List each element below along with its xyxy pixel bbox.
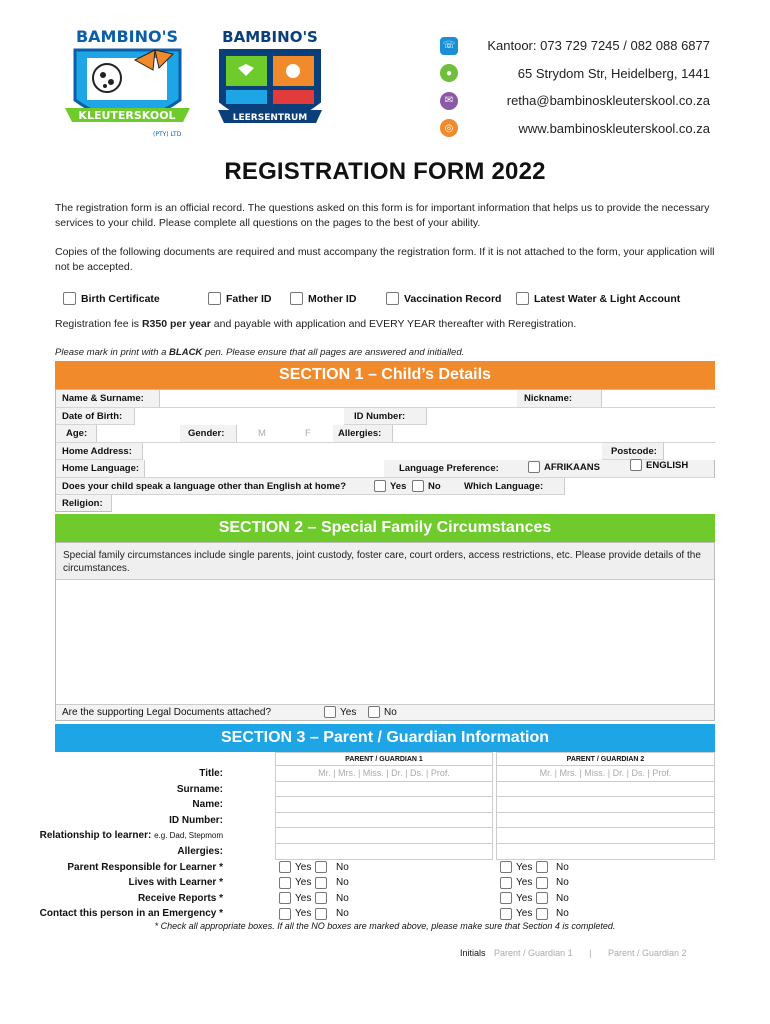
row-address bbox=[56, 443, 714, 461]
checkbox[interactable] bbox=[279, 877, 291, 889]
section2-header: SECTION 2 – Special Family Circumstances bbox=[55, 514, 715, 542]
page-title: REGISTRATION FORM 2022 bbox=[224, 158, 546, 185]
p1-title-field[interactable]: Mr. | Mrs. | Miss. | Dr. | Ds. | Prof. bbox=[275, 766, 493, 782]
initials-line bbox=[460, 948, 687, 958]
p2-responsible-no[interactable]: No bbox=[556, 861, 569, 873]
label-religion: Religion: bbox=[62, 498, 103, 509]
checkbox[interactable] bbox=[516, 292, 529, 305]
label-id-number: ID Number: bbox=[169, 814, 223, 826]
section2-box bbox=[55, 542, 715, 721]
label-dob: Date of Birth: bbox=[62, 410, 123, 422]
label-reports: Receive Reports * bbox=[137, 892, 223, 904]
p1-responsible-no[interactable]: No bbox=[336, 861, 349, 873]
row-emergency bbox=[39, 906, 715, 922]
contact-block bbox=[380, 32, 710, 142]
globe-icon: ◎ bbox=[440, 119, 458, 137]
intro-paragraph: The registration form is an official record. The questions asked on this form is for important information that helps us to provide the necessary services to your child. Please complete all questions on the pages to the best of your ability. bbox=[55, 202, 710, 229]
phone-icon: ☏ bbox=[440, 37, 458, 55]
checkbox[interactable] bbox=[500, 908, 512, 920]
row-religion bbox=[56, 495, 714, 513]
row-age bbox=[56, 425, 714, 443]
doc-birth-certificate[interactable]: Birth Certificate bbox=[63, 292, 160, 305]
contact-phone: Kantoor: 073 729 7245 / 082 088 6877 bbox=[487, 38, 710, 54]
religion-field[interactable] bbox=[111, 495, 715, 512]
checkbox[interactable] bbox=[500, 861, 512, 873]
col-parent-1: PARENT / GUARDIAN 1 bbox=[275, 752, 493, 766]
checkbox[interactable] bbox=[528, 461, 540, 473]
label-surname: Surname: bbox=[176, 783, 223, 795]
section1-header: SECTION 1 – Child’s Details bbox=[55, 361, 715, 389]
contact-web-row bbox=[380, 115, 710, 143]
checkbox[interactable] bbox=[208, 292, 221, 305]
logo1-sub: KLEUTERSKOOL bbox=[78, 109, 176, 122]
which-language-field[interactable] bbox=[564, 478, 715, 495]
p2-responsible-yes[interactable]: Yes bbox=[500, 860, 548, 875]
p2-reports-no[interactable]: No bbox=[556, 892, 569, 904]
row-relationship bbox=[39, 828, 715, 844]
logo2-sub: LEERSENTRUM bbox=[232, 113, 308, 123]
checkbox[interactable] bbox=[536, 861, 548, 873]
contact-address-row bbox=[380, 60, 710, 88]
gender-m[interactable]: M bbox=[258, 428, 266, 439]
id-field[interactable] bbox=[426, 408, 715, 425]
label-postcode: Postcode: bbox=[611, 445, 657, 457]
bambinos-kleuterskool-logo bbox=[55, 20, 200, 145]
contact-email[interactable]: retha@bambinoskleuterskool.co.za bbox=[506, 93, 710, 109]
allergies-field[interactable] bbox=[392, 425, 715, 442]
row-name bbox=[56, 390, 714, 408]
contact-phone-row bbox=[380, 32, 710, 60]
p1-relationship-field[interactable] bbox=[275, 828, 493, 844]
p2-reports-yes[interactable]: Yes bbox=[500, 891, 548, 906]
p1-lives-yes[interactable]: Yes bbox=[279, 875, 327, 890]
row-reports bbox=[55, 891, 715, 907]
logo2-title: BAMBINO'S bbox=[222, 28, 318, 46]
legal-docs-label: Are the supporting Legal Documents attached? bbox=[62, 707, 272, 718]
p1-lives-no[interactable]: No bbox=[336, 877, 349, 889]
initials-label: Initials bbox=[460, 948, 486, 958]
label-responsible: Parent Responsible for Learner * bbox=[67, 861, 223, 873]
doc-water-light[interactable]: Latest Water & Light Account bbox=[516, 292, 680, 305]
legal-docs-question bbox=[56, 704, 714, 720]
checkbox[interactable] bbox=[315, 861, 327, 873]
row-surname bbox=[55, 782, 715, 798]
section3-header: SECTION 3 – Parent / Guardian Information bbox=[55, 724, 715, 752]
p1-responsible-yes[interactable]: Yes bbox=[279, 860, 327, 875]
p1-reports-no[interactable]: No bbox=[336, 892, 349, 904]
legal-docs-no[interactable]: No bbox=[362, 705, 397, 722]
checkbox[interactable] bbox=[63, 292, 76, 305]
checkbox[interactable] bbox=[368, 706, 380, 718]
p1-surname-field[interactable] bbox=[275, 782, 493, 798]
checkbox[interactable] bbox=[536, 908, 548, 920]
section3-footnote: * Check all appropriate boxes. If all the NO boxes are marked above, please make sure that Section 4 is completed. bbox=[154, 921, 616, 931]
required-documents bbox=[63, 292, 723, 308]
label-name: Name: bbox=[192, 799, 223, 811]
p1-emergency-yes[interactable]: Yes bbox=[279, 906, 327, 921]
pref-english[interactable]: ENGLISH bbox=[624, 457, 688, 474]
checkbox[interactable] bbox=[315, 908, 327, 920]
home-language-field[interactable] bbox=[144, 460, 384, 477]
parent-table bbox=[39, 752, 715, 922]
initials-parent-2[interactable]: Parent / Guardian 2 bbox=[607, 948, 687, 958]
label-allergies: Allergies: bbox=[338, 428, 382, 439]
label-relationship: Relationship to learner: e.g. Dad, Stepmom bbox=[39, 830, 223, 842]
p2-relationship-field[interactable] bbox=[496, 828, 715, 844]
circumstances-textarea[interactable] bbox=[56, 579, 714, 704]
checkbox[interactable] bbox=[279, 908, 291, 920]
label-title: Title: bbox=[199, 768, 223, 779]
other-language-yes[interactable]: Yes bbox=[368, 478, 406, 495]
label-which-language: Which Language: bbox=[464, 480, 544, 492]
section2-description: Special family circumstances include single parents, joint custody, foster care, court orders, access restrictions, etc. Please provide details of the circumstances. bbox=[56, 543, 714, 579]
p2-lives-yes[interactable]: Yes bbox=[500, 875, 548, 890]
p1-name-field[interactable] bbox=[275, 797, 493, 813]
p2-allergies-field[interactable] bbox=[496, 844, 715, 860]
row-name bbox=[55, 797, 715, 813]
name-field[interactable] bbox=[159, 390, 517, 407]
row-lives bbox=[55, 875, 715, 891]
p2-surname-field[interactable] bbox=[496, 782, 715, 798]
p1-reports-yes[interactable]: Yes bbox=[279, 891, 327, 906]
p2-emergency-no[interactable]: No bbox=[556, 908, 569, 920]
address-field[interactable] bbox=[142, 443, 602, 460]
checkbox[interactable] bbox=[324, 706, 336, 718]
row-responsible bbox=[55, 860, 715, 876]
legal-docs-yes[interactable]: Yes bbox=[318, 705, 356, 722]
fee-paragraph: Registration fee is R350 per year and payable with application and EVERY YEAR thereafter with Reregistration. bbox=[55, 318, 577, 330]
label-other-language: Does your child speak a language other than English at home? bbox=[62, 480, 346, 492]
section1-form bbox=[55, 389, 715, 512]
location-pin-icon: ● bbox=[440, 64, 458, 82]
checkbox[interactable] bbox=[412, 480, 424, 492]
gender-f[interactable]: F bbox=[305, 428, 311, 439]
label-gender: Gender: bbox=[188, 428, 225, 439]
p2-emergency-yes[interactable]: Yes bbox=[500, 906, 548, 921]
label-nickname: Nickname: bbox=[524, 393, 573, 404]
row-allergies bbox=[55, 844, 715, 860]
p2-name-field[interactable] bbox=[496, 797, 715, 813]
p2-title-field[interactable]: Mr. | Mrs. | Miss. | Dr. | Ds. | Prof. bbox=[496, 766, 715, 782]
row-id bbox=[55, 813, 715, 829]
dob-field[interactable] bbox=[134, 408, 344, 425]
checkbox[interactable] bbox=[374, 480, 386, 492]
doc-mother-id[interactable]: Mother ID bbox=[290, 292, 356, 305]
gender-field[interactable] bbox=[236, 425, 333, 442]
label-address: Home Address: bbox=[62, 445, 132, 457]
row-dob bbox=[56, 408, 714, 426]
instruction-line: Please mark in print with a BLACK pen. Please ensure that all pages are answered and initialled. bbox=[55, 347, 465, 358]
label-home-language: Home Language: bbox=[62, 463, 140, 474]
label-id: ID Number: bbox=[354, 410, 406, 422]
doc-father-id[interactable]: Father ID bbox=[208, 292, 272, 305]
checkbox[interactable] bbox=[315, 892, 327, 904]
checkbox[interactable] bbox=[630, 459, 642, 471]
row-title bbox=[55, 766, 715, 782]
checkbox[interactable] bbox=[279, 892, 291, 904]
label-language-preference: Language Preference: bbox=[399, 463, 499, 474]
contact-address: 65 Strydom Str, Heidelberg, 1441 bbox=[517, 65, 710, 81]
label-lives: Lives with Learner * bbox=[128, 877, 223, 889]
p1-id-field[interactable] bbox=[275, 813, 493, 829]
label-age: Age: bbox=[66, 428, 88, 439]
age-field[interactable] bbox=[96, 425, 180, 442]
p2-id-field[interactable] bbox=[496, 813, 715, 829]
checkbox[interactable] bbox=[500, 892, 512, 904]
p2-lives-no[interactable]: No bbox=[556, 877, 569, 889]
initials-parent-1[interactable]: Parent / Guardian 1 bbox=[494, 948, 573, 958]
checkbox[interactable] bbox=[500, 877, 512, 889]
mail-icon: ✉ bbox=[440, 92, 458, 110]
copies-paragraph: Copies of the following documents are required and must accompany the registration form. If it is not attached to the form, your application will not be accepted. bbox=[55, 246, 715, 273]
row-other-language bbox=[56, 478, 714, 496]
nickname-field[interactable] bbox=[601, 390, 715, 407]
doc-vaccination-record[interactable]: Vaccination Record bbox=[386, 292, 501, 305]
checkbox[interactable] bbox=[536, 877, 548, 889]
logo1-pty: (PTY) LTD bbox=[153, 131, 182, 138]
p1-allergies-field[interactable] bbox=[275, 844, 493, 860]
row-language bbox=[56, 460, 714, 478]
col-parent-2: PARENT / GUARDIAN 2 bbox=[496, 752, 715, 766]
parent-header-row bbox=[55, 752, 715, 766]
p1-emergency-no[interactable]: No bbox=[336, 908, 349, 920]
bambinos-leersentrum-logo bbox=[210, 20, 330, 145]
checkbox[interactable] bbox=[315, 877, 327, 889]
pref-afrikaans[interactable]: AFRIKAANS bbox=[522, 459, 600, 476]
contact-web[interactable]: www.bambinoskleuterskool.co.za bbox=[518, 120, 710, 136]
contact-email-row bbox=[380, 87, 710, 115]
checkbox[interactable] bbox=[279, 861, 291, 873]
label-emergency: Contact this person in an Emergency * bbox=[39, 908, 223, 920]
label-allergies: Allergies: bbox=[177, 845, 223, 857]
checkbox[interactable] bbox=[290, 292, 303, 305]
other-language-no[interactable]: No bbox=[406, 478, 441, 495]
logo1-title: BAMBINO'S bbox=[75, 27, 179, 46]
checkbox[interactable] bbox=[386, 292, 399, 305]
label-name: Name & Surname: bbox=[62, 393, 144, 404]
initials-separator: | bbox=[589, 948, 592, 958]
checkbox[interactable] bbox=[536, 892, 548, 904]
